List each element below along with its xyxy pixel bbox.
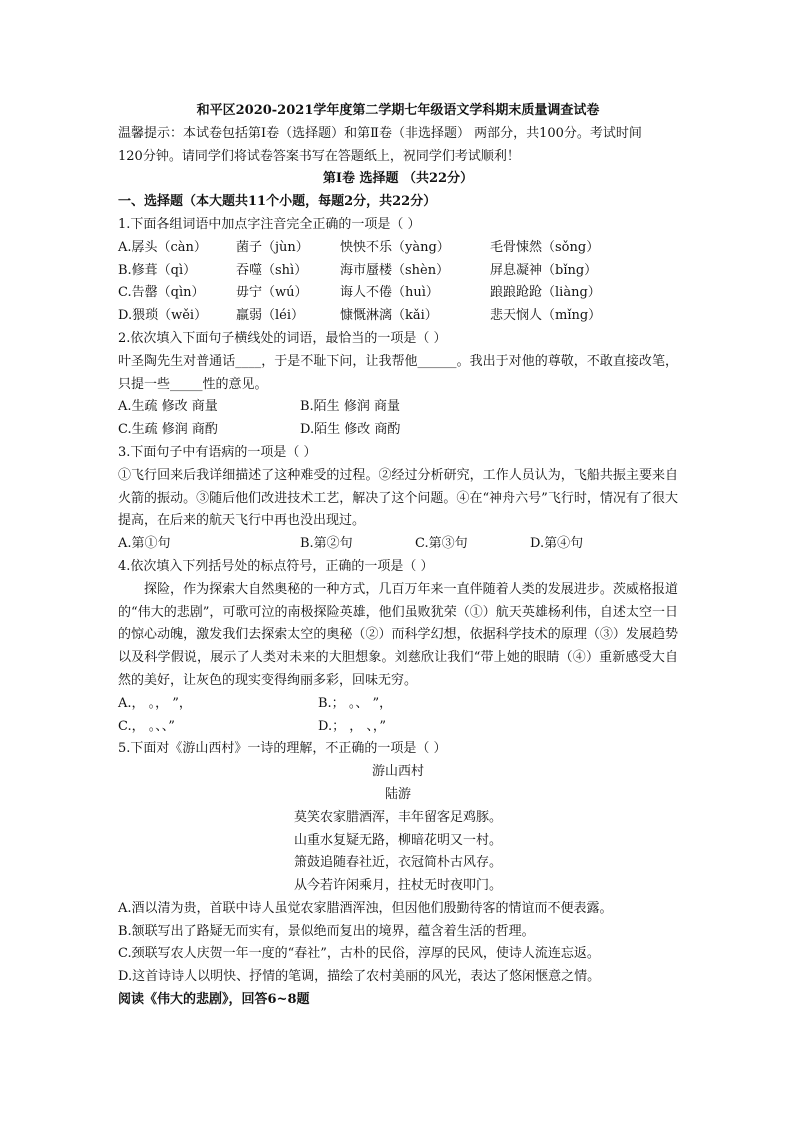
q1-a-1: A.孱头（càn） <box>118 239 207 255</box>
exam-page <box>118 100 678 1012</box>
poem-title: 游山西村 <box>371 764 424 780</box>
q2-option-b: B.陌生 修润 商量 <box>300 399 400 415</box>
q1-option-a <box>118 237 678 260</box>
poem-line-1: 莫笑农家腊酒浑，丰年留客足鸡豚。 <box>293 809 502 825</box>
q5-option-b: B.颔联写出了路疑无而实有，景似绝而复出的境界，蕴含着生活的哲理。 <box>118 923 535 939</box>
q2-options-row-1 <box>118 396 678 419</box>
q3-option-b: B.第②句 <box>300 536 353 552</box>
q4-options-row-1 <box>118 693 678 716</box>
poem-line-4: 从今若许闲乘月，拄杖无时夜叩门。 <box>293 878 502 894</box>
q4-option-b: B.； 。、 ”， <box>318 695 393 711</box>
tips-line-2: 120分钟。请同学们将试卷答案书写在答题纸上，祝同学们考试顺利！ <box>118 148 520 164</box>
q1-d-3: 慷慨淋漓（kǎi） <box>340 308 438 324</box>
q3-options <box>118 533 678 556</box>
q4-option-a: A.， 。， ”， <box>118 695 192 711</box>
q3-option-c: C.第③句 <box>415 536 468 552</box>
q4-option-c: C.， 。、、” <box>118 718 175 734</box>
q1-b-1: B.修葺（qì） <box>118 262 197 278</box>
q1-c-4: 踉踉跄跄（liàng） <box>490 285 601 301</box>
q1-c-1: C.告罄（qìn） <box>118 285 205 301</box>
q4-passage: 探险，作为探索大自然奥秘的一种方式，几百万年来一直伴随着人类的发展进步。茨威格报道的“伟大的悲剧”，可歌可泣的南极探险英雄，他们虽败犹荣（①）航天英雄杨利伟，自述太空一日的惊心动魄，激发我们去探索太空的奥秘（②）而科学幻想，依据科学技术的原理（③）发展趋势以及科学假说，展示了人类对未来的大胆想象。刘慈欣让我们“带上她的眼睛（④）重新感受大自然的美好，让灰色的现实变得绚丽多彩，回味无穷。 <box>118 581 678 688</box>
q2-options-row-2 <box>118 419 678 442</box>
q1-option-c <box>118 282 678 305</box>
q2-passage: 叶圣陶先生对普通话____，于是不耻下问，让我帮他______。我出于对他的尊敬，不敢直接改笔，只提一些_____性的意见。 <box>118 353 678 392</box>
q1-stem: 1.下面各组词语中加点字注音完全正确的一项是（ ） <box>118 216 421 232</box>
section1-title: 一、选择题（本大题共11个小题，每题2分，共22分） <box>118 194 437 210</box>
q5-stem: 5.下面对《游山西村》一诗的理解，不正确的一项是（ ） <box>118 741 447 757</box>
q3-option-a: A.第①句 <box>118 536 171 552</box>
poem-author: 陆游 <box>384 786 411 802</box>
q2-option-c: C.生疏 修润 商酌 <box>118 422 218 438</box>
q1-c-3: 诲人不倦（huì） <box>340 285 439 301</box>
exam-title: 和平区2020-2021学年度第二学期七年级语文学科期末质量调查试卷 <box>196 103 600 118</box>
tips-line-1: 温馨提示：本试卷包括第Ⅰ卷（选择题）和第Ⅱ卷（非选择题） 两部分，共100分。考试时间 <box>118 125 642 141</box>
q4-options-row-2 <box>118 716 678 739</box>
q1-b-2: 吞噬（shì） <box>236 262 308 278</box>
q1-a-3: 怏怏不乐（yàng） <box>340 239 450 255</box>
q1-b-4: 屏息凝神（bǐng） <box>490 262 598 278</box>
q1-option-b <box>118 260 678 283</box>
q5-option-d: D.这首诗诗人以明快、抒情的笔调，描绘了农村美丽的风光，表达了悠闲惬意之情。 <box>118 969 601 985</box>
q1-d-1: D.猥琐（wěi） <box>118 308 208 324</box>
q2-stem: 2.依次填入下面句子横线处的词语，最恰当的一项是（ ） <box>118 330 447 346</box>
q1-option-d <box>118 305 678 328</box>
poem-line-3: 箫鼓追随春社近，衣冠简朴古风存。 <box>293 855 502 871</box>
q2-option-a: A.生疏 修改 商量 <box>118 399 218 415</box>
poem-line-2: 山重水复疑无路，柳暗花明又一村。 <box>293 832 502 848</box>
reading-section-title: 阅读《伟大的悲剧》，回答6~8题 <box>118 992 310 1008</box>
q1-d-4: 悲天悯人（mǐng） <box>490 308 602 324</box>
q5-option-c: C.颈联写农人庆贺一年一度的“春社”，古朴的民俗，淳厚的民风，使诗人流连忘返。 <box>118 946 600 962</box>
q3-option-d: D.第④句 <box>530 536 584 552</box>
q3-stem: 3.下面句子中有语病的一项是（ ） <box>118 444 317 460</box>
q4-stem: 4.依次填入下列括号处的标点符号，正确的一项是（ ） <box>118 558 434 574</box>
q1-b-3: 海市蜃楼（shèn） <box>340 262 450 278</box>
q3-passage: ①飞行回来后我详细描述了这种难受的过程。②经过分析研究，工作人员认为，飞船共振主要来自火箭的振动。③随后他们改进技术工艺，解决了这个问题。④在“神舟六号”飞行时，情况有了很大提高，在后来的航天飞行中再也没出现过。 <box>118 467 678 529</box>
q2-option-d: D.陌生 修改 商酌 <box>300 422 401 438</box>
q1-a-2: 菌子（jùn） <box>236 239 309 255</box>
q1-a-4: 毛骨悚然（sǒng） <box>490 239 600 255</box>
q1-d-2: 羸弱（léi） <box>236 308 305 324</box>
part1-title: 第Ⅰ卷 选择题 （共22分） <box>322 171 474 187</box>
q5-option-a: A.酒以清为贵，首联中诗人虽觉农家腊酒浑浊，但因他们殷勤待客的情谊而不便表露。 <box>118 900 613 916</box>
q4-option-d: D.； ， 、，” <box>318 718 387 734</box>
q1-c-2: 毋宁（wú） <box>236 285 308 301</box>
